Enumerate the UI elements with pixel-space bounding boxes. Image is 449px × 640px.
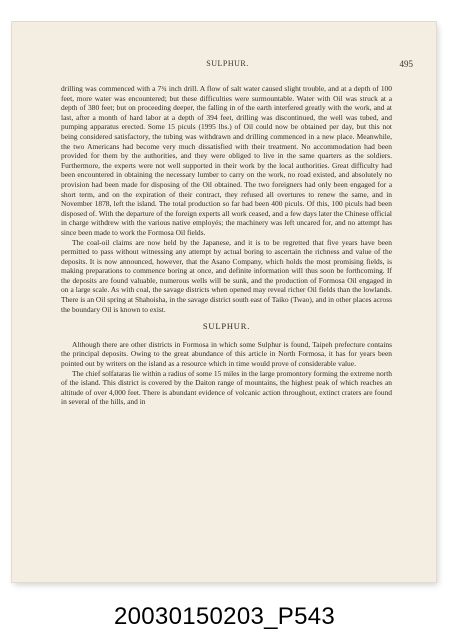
- running-title: SULPHUR.: [206, 59, 249, 68]
- paragraph-coal-oil-claims: The coal-oil claims are now held by the Japanese, and it is to be regretted that five years have been permitted to pass without witnessing any attempt by actual boring to ascertain the richness and value of the deposits. It is now announced, however, that the Asano Company, which holds the most promising fields, is making preparations to commence boring at once, and definite information will thus soon be forthcoming. If the deposits are found valuable, numerous wells will be sunk, and the production of Formosa Oil engaged in on a large scale. As with coal, the savage districts when opened may reveal richer Oil fields than the lowlands. There is an Oil spring at Shahoisha, in the savage district south east of Taiko (Twao), and in other places across the boundary Oil is known to exist.: [61, 237, 392, 314]
- paragraph-solfataras: The chief solfataras lie within a radius of some 15 miles in the large promontory forming the extreme north of the island. This district is covered by the Daiton range of mountains, the highest peak of which reaches an altitude of over 4,000 feet. There is abundant evidence of volcanic action throughout, extinct craters are found in several of the hills, and in: [61, 368, 392, 407]
- paragraph-sulphur-districts: Although there are other districts in Formosa in which some Sulphur is found, Taipeh prefecture contains the principal deposits. Owing to the great abundance of this article in North Formosa, it has for years been pointed out by writers on the island as a resource which in time would prove of considerable value.: [61, 339, 392, 369]
- body-text: [61, 84, 392, 407]
- page-number: 495: [399, 59, 413, 69]
- page-header: [42, 59, 413, 71]
- image-identifier-caption: 20030150203_P543: [113, 603, 336, 630]
- paragraph-oil-drilling: drilling was commenced with a 7¾ inch drill. A flow of salt water caused slight trouble, and at a depth of 100 feet, more water was encountered; but these difficulties were surmountable. Water with Oil was struck at a depth of 380 feet; but on proceeding deeper, the falling in of the earth interfered greatly with the work, and at last, after a month of hard labor at a depth of 394 feet, drilling was discontinued, the well was tubed, and pumping apparatus erected. Some 15 piculs (1995 lbs.) of Oil could now be obtained per day, but this not being considered satisfactory, the tubing was withdrawn and drilling commenced in a new place. Meanwhile, the two Americans had become very much dissatisfied with their treatment. No accommodation had been provided for them by the authorities, and they were obliged to live in the same quarters as the soldiers. Furthermore, the experts were not well supported in their work by the local authorities. Great difficulty had been encountered in obtaining the necessary lumber to carry on the work, no road existed, and absolutely no provision had been made for disposing of the Oil obtained. The two foreigners had only been engaged for a short term, and on the expiration of their contract, they refused all overtures to renew the same, and in November 1878, left the island. The total production so far had been 400 piculs. Of this, 100 piculs had been disposed of. With the departure of the foreign experts all work ceased, and a few days later the Chinese official in charge withdrew with the various native employés; the machinery was left uncared for, and no attempt has since been made to work the Formosa Oil fields.: [61, 84, 392, 237]
- section-heading-sulphur: SULPHUR.: [202, 321, 251, 332]
